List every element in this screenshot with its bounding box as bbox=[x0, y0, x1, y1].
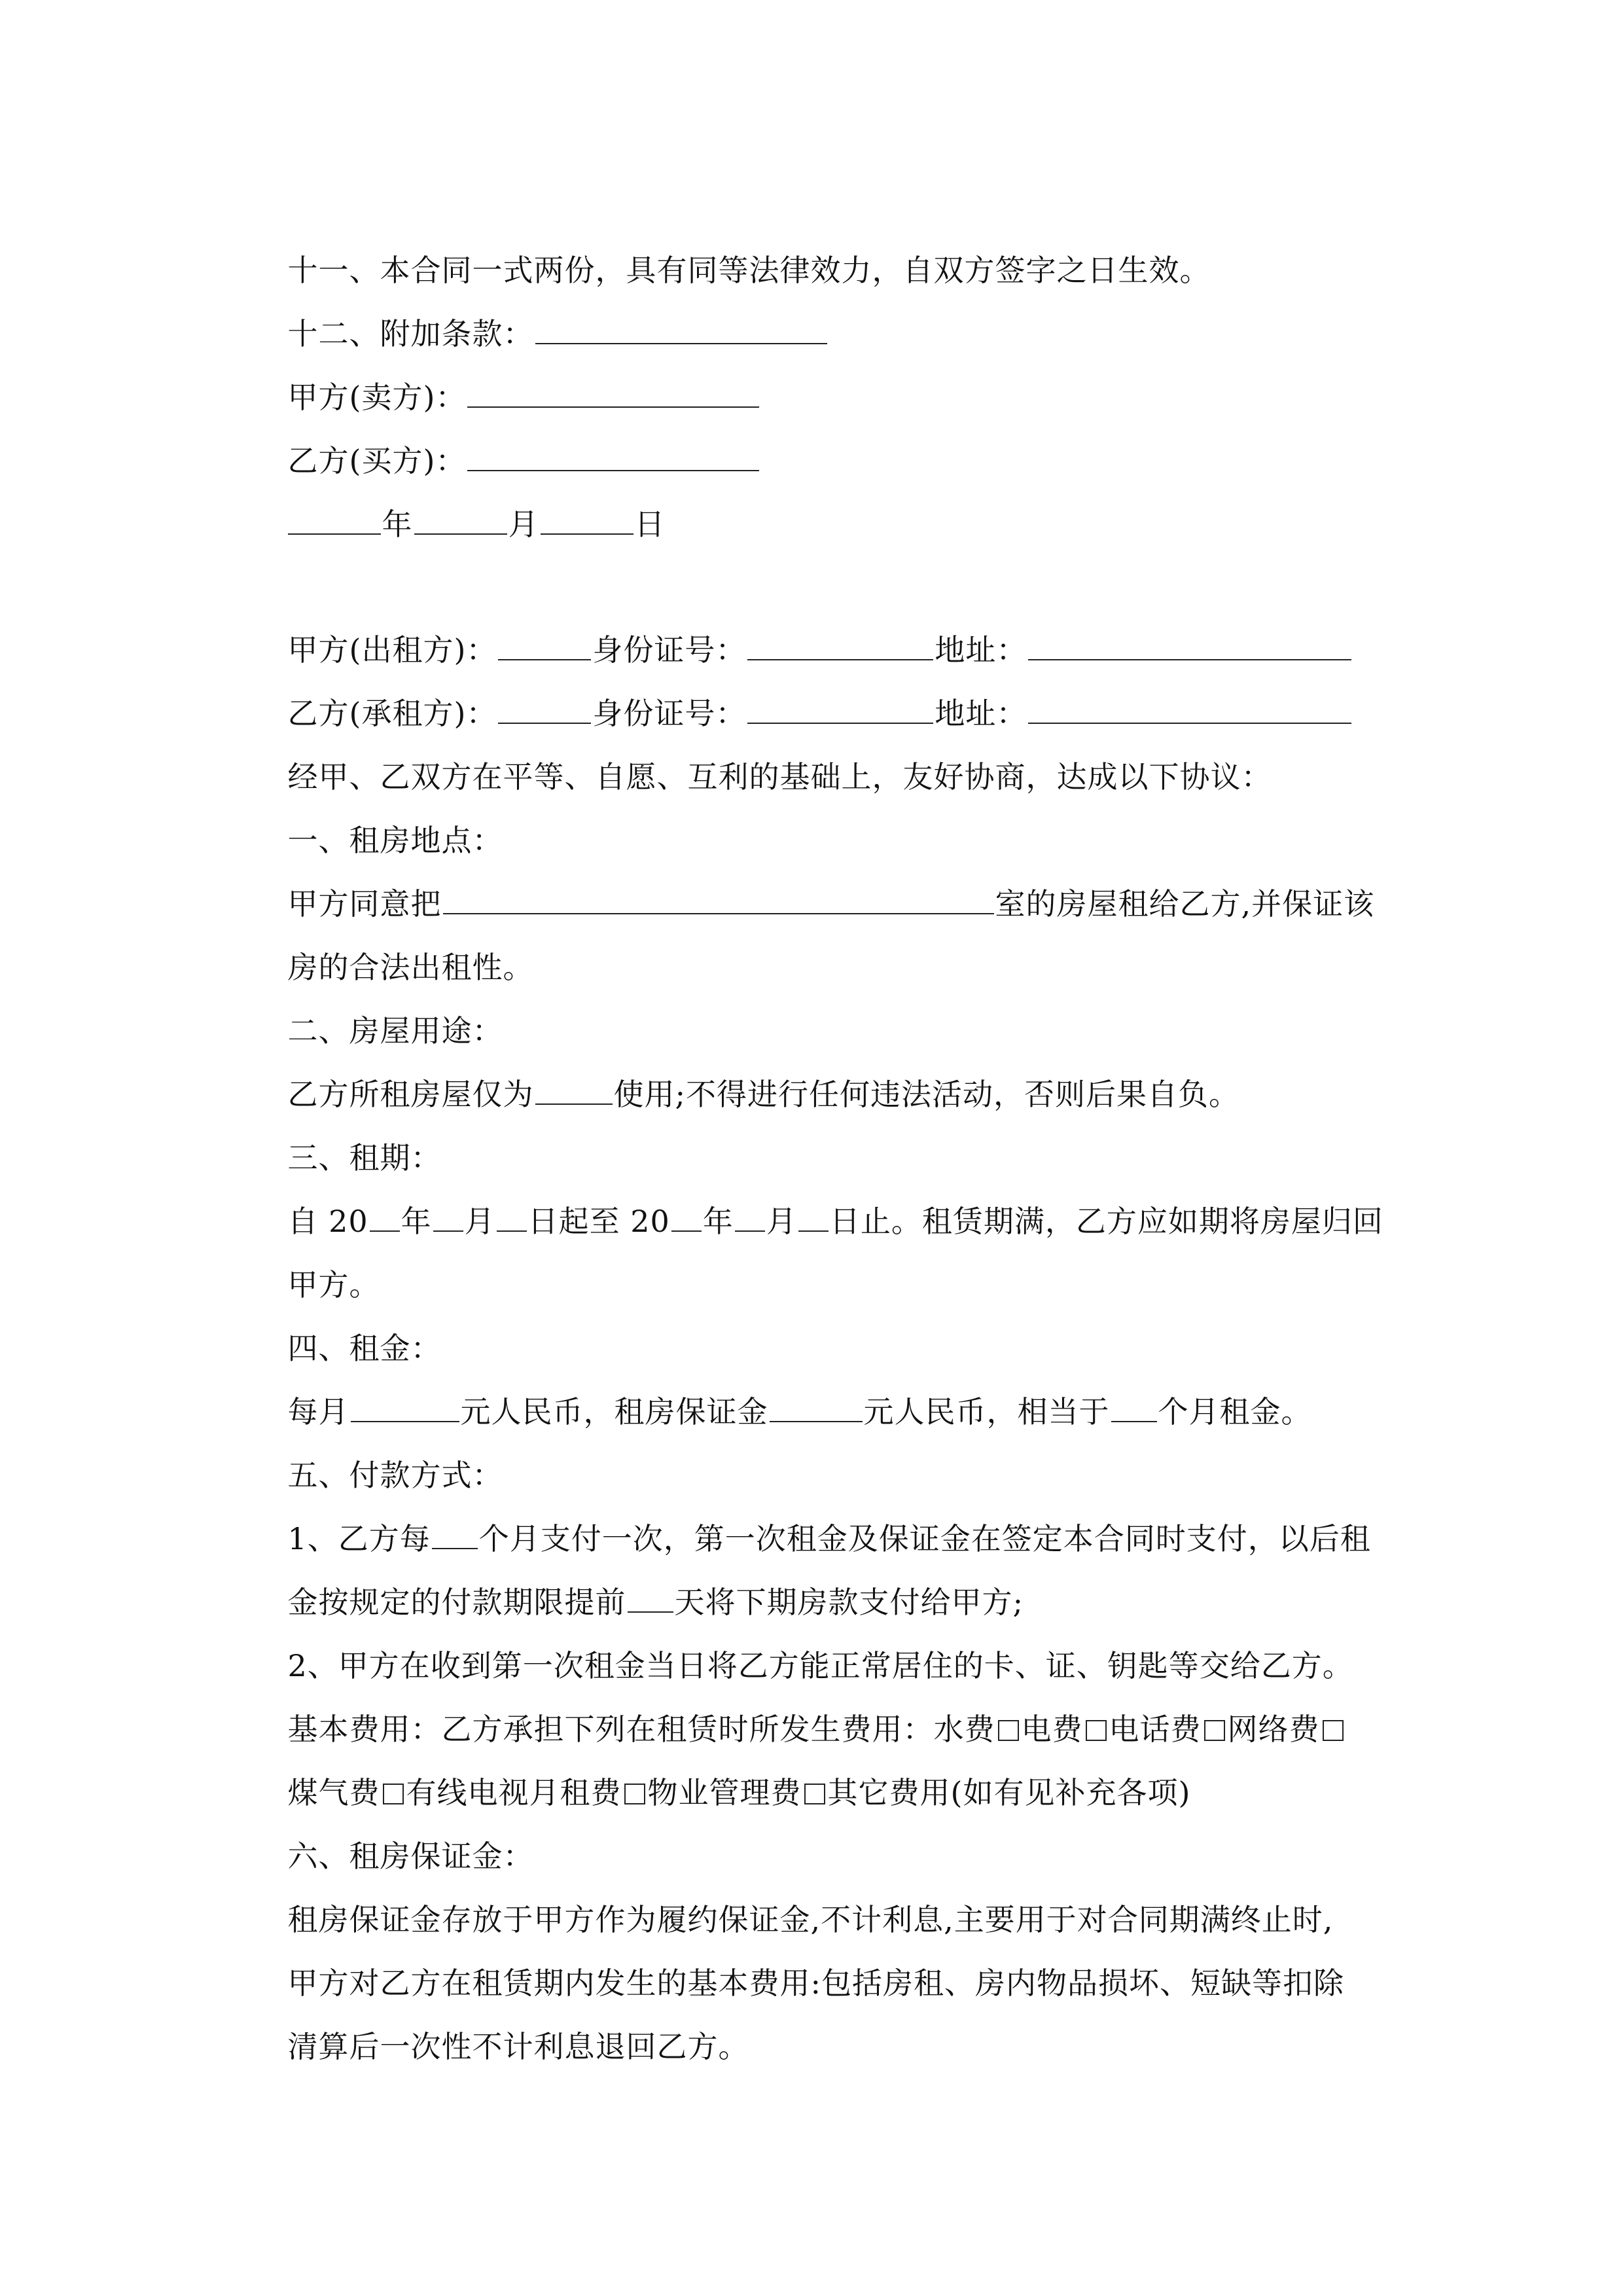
section-3-title: 三、租期： bbox=[287, 1140, 442, 1175]
checkbox[interactable] bbox=[804, 1784, 825, 1804]
section-5-item-1-cont: 金按规定的付款期限提前 天将下期房款支付给甲方; bbox=[247, 1543, 1024, 1661]
blank-field bbox=[541, 505, 633, 535]
blank-field bbox=[770, 1392, 863, 1422]
section-4-title: 四、租金： bbox=[287, 1331, 442, 1366]
basic-fees: 基本费用：乙方承担下列在租赁时所发生费用：水费 电费 电话费 网络费 bbox=[247, 1670, 1346, 1788]
section-2-body: 乙方所租房屋仅为 使用;不得进行任何违法活动，否则后果自负。 bbox=[247, 1035, 1240, 1153]
blank-field bbox=[414, 505, 507, 535]
section-5-item-2: 2、甲方在收到第一次租金当日将乙方能正常居住的卡、证、钥匙等交给乙方。 bbox=[287, 1648, 1353, 1683]
section-4-body: 每月 元人民币，租房保证金 元人民币，相当于 个月租金。 bbox=[247, 1353, 1312, 1471]
section-6-body-3: 清算后一次性不计利息退回乙方。 bbox=[287, 2029, 749, 2064]
blank-field bbox=[798, 1202, 829, 1232]
section-2-title: 二、房屋用途： bbox=[287, 1013, 503, 1049]
section-3-body-cont: 甲方。 bbox=[287, 1267, 380, 1302]
lease-party-b: 乙方(承租方)： 身份证号： 地址： bbox=[247, 655, 1353, 772]
intro-paragraph: 经甲、乙双方在平等、自愿、互利的基础上，友好协商，达成以下协议： bbox=[287, 759, 1272, 795]
date-line: 年 月 日 bbox=[247, 465, 666, 583]
section-5-title: 五、付款方式： bbox=[287, 1458, 503, 1493]
basic-fees-cont: 煤气费 有线电视月租费 物业管理费 其它费用(如有见补充各项) bbox=[287, 1775, 1191, 1810]
lease-party-a: 甲方(出租方)： 身份证号： 地址： bbox=[247, 591, 1353, 709]
blank-field bbox=[535, 1075, 613, 1105]
blank-field bbox=[1111, 1392, 1157, 1422]
section-6-body-2: 甲方对乙方在租赁期内发生的基本费用:包括房租、房内物品损坏、短缺等扣除 bbox=[287, 1965, 1344, 2001]
party-a-seller: 甲方(卖方)： bbox=[247, 338, 760, 456]
blank-field bbox=[671, 1202, 702, 1232]
blank-field bbox=[497, 1202, 527, 1232]
section-6-title: 六、租房保证金： bbox=[287, 1839, 534, 1874]
clause-11: 十一、本合同一式两份，具有同等法律效力，自双方签字之日生效。 bbox=[287, 253, 1211, 288]
section-1-title: 一、租房地点： bbox=[287, 823, 503, 858]
checkbox[interactable] bbox=[1204, 1720, 1225, 1741]
blank-field bbox=[735, 1202, 765, 1232]
blank-field bbox=[288, 505, 381, 535]
checkbox[interactable] bbox=[1323, 1720, 1344, 1741]
party-b-buyer: 乙方(买方)： bbox=[247, 402, 760, 520]
checkbox[interactable] bbox=[624, 1784, 645, 1804]
section-5-item-1: 1、乙方每 个月支付一次，第一次租金及保证金在签定本合同时支付，以后租 bbox=[247, 1480, 1371, 1598]
section-1-body-cont: 房的合法出租性。 bbox=[287, 950, 534, 985]
clause-12: 十二、附加条款： bbox=[247, 275, 829, 393]
blank-field bbox=[433, 1202, 463, 1232]
section-3-body: 自 20 年 月 日起至 20 年 月 日止。租赁期满，乙方应如期将房屋归回 bbox=[247, 1162, 1383, 1280]
section-1-body: 甲方同意把 室的房屋租给乙方,并保证该 bbox=[247, 845, 1374, 963]
section-6-body-1: 租房保证金存放于甲方作为履约保证金,不计利息,主要用于对合同期满终止时, bbox=[287, 1902, 1334, 1937]
